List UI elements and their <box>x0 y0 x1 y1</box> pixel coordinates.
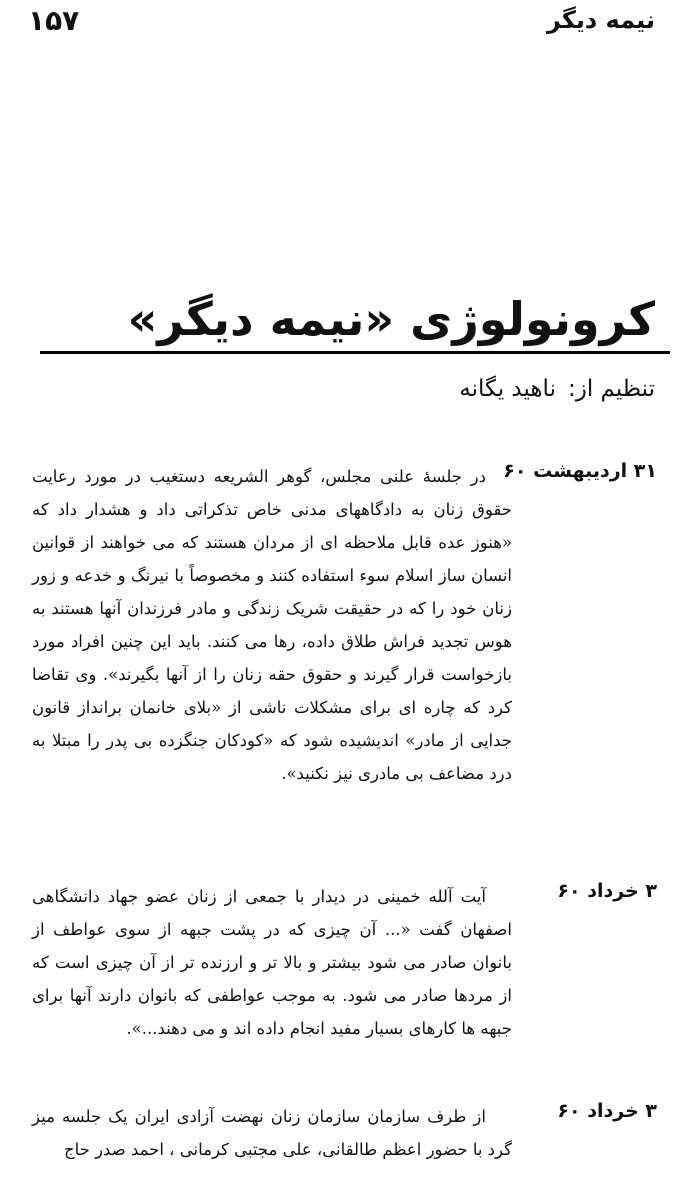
entry-paragraph: آیت آلله خمینی در دیدار با جمعی از زنان عضو جهاد دانشگاهی اصفهان گفت «... آن چیزی که در پشت جبهه از سوی عواطف از بانوان صادر می شود بیشتر و بالا تر و ارزنده تر از آن چیزی است که از مردها صادر می شود. به موجب عواطفی که بانوان دارند آنها برای جبهه ها کارهای بسیار مفید انجام داده اند و می دهند...». <box>32 887 512 1038</box>
page-title: کرونولوژی «نیمه دیگر» <box>127 292 655 346</box>
title-underline <box>40 351 670 354</box>
byline-author: ناهید یگانه <box>459 376 556 402</box>
chronology-entry <box>12 460 657 860</box>
entry-date: ۳ خرداد ۶۰ <box>557 1100 657 1122</box>
entry-text <box>32 880 512 1045</box>
chronology-entry <box>12 1100 657 1190</box>
chronology-entry <box>12 880 657 1060</box>
entry-date: ۳۱ اردیبهشت ۶۰ <box>503 460 657 482</box>
byline <box>459 376 655 402</box>
entry-text <box>32 1100 512 1166</box>
page-number: ۱۵۷ <box>28 4 80 37</box>
entry-text <box>32 460 512 790</box>
byline-label: تنظیم از: <box>567 376 655 402</box>
running-title: نیمه دیگر <box>546 6 655 34</box>
entry-paragraph: از طرف سازمان سازمان زنان نهضت آزادی ایران یک جلسه میز گرد با حضور اعظم طالقانی، علی مجتبی کرمانی ، احمد صدر حاج <box>32 1107 512 1159</box>
entry-paragraph: در جلسهٔ علنی مجلس، گوهر الشریعه دستغیب در مورد رعایت حقوق زنان به دادگاههای مدنی خاص تذکراتی داد و هشدار داد که «هنوز عده قابل ملاحظه ای از مردان هستند که می خواهند از قوانین انسان ساز اسلام سوء استفاده کنند و مخصوصاً با نیرنگ و خدعه و زور زنان خود را که در حقیقت شریک زندگی و مادر فرزندان آنها هستند به هوس تجدید فراش طلاق داده، رها می کنند. باید این چنین افراد مورد بازخواست قرار گیرند و حقوق حقه زنان را از آنها بگیرند». وی تقاضا کرد که چاره ای برای مشکلات ناشی از «بلای خانمان برانداز قانون جدایی از مادر» اندیشیده شود که «کودکان جنگزده بی پدر را مبتلا به درد مضاعف بی مادری نیز نکنید». <box>32 467 512 783</box>
entry-date: ۳ خرداد ۶۰ <box>557 880 657 902</box>
